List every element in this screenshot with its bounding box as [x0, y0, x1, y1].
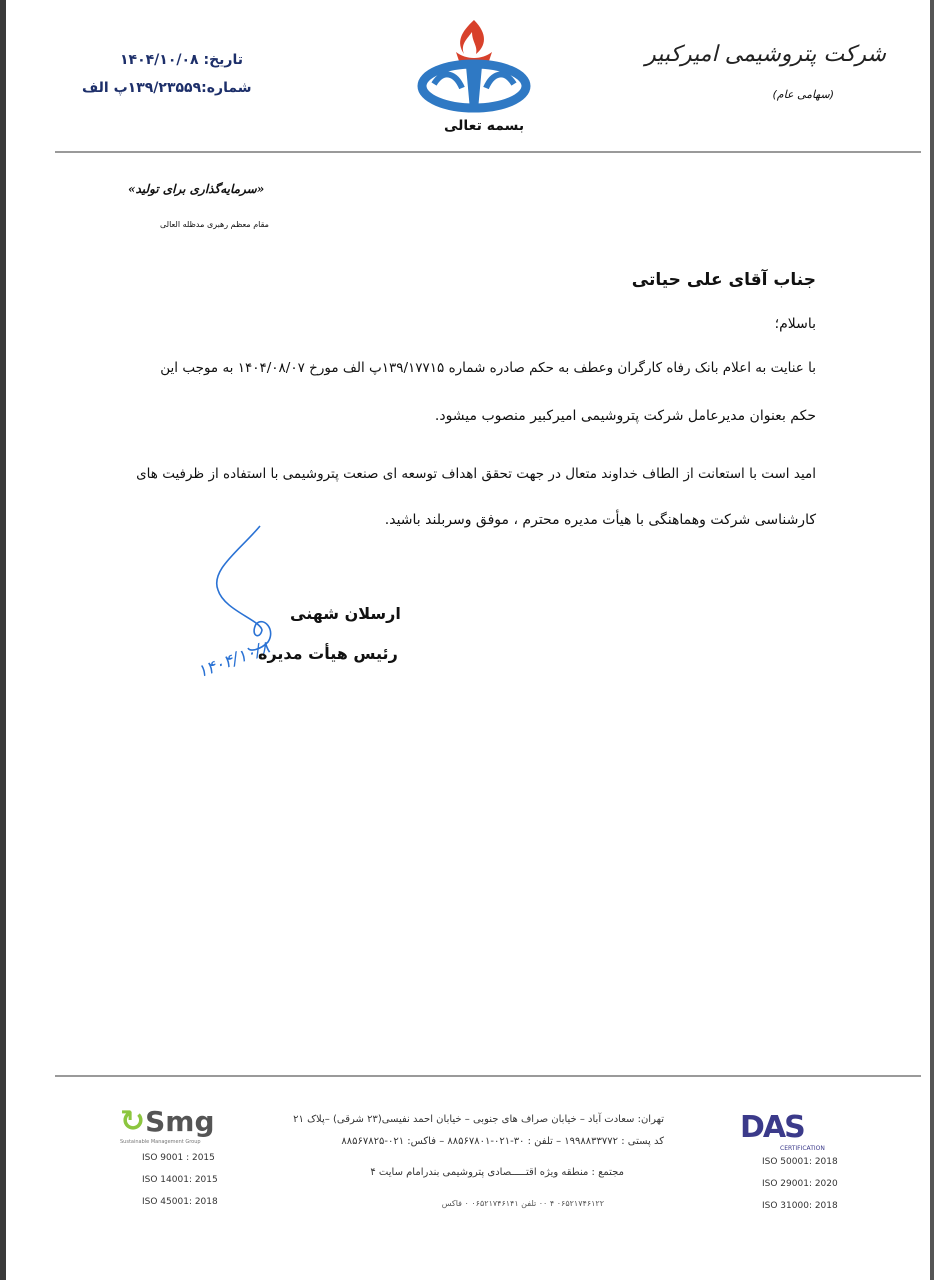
- iso-right-1: ISO 50001: 2018: [762, 1157, 838, 1167]
- company-type: (سهامی عام): [772, 88, 834, 101]
- paragraph1-line1: با عنایت به اعلام بانک رفاه کارگران وعطف به حکم صادره شماره ۱۳۹/۱۷۷۱۵پ الف مورخ ۱۴۰۴/۰۸/۰۷ به موجب این: [160, 360, 816, 376]
- paragraph1-line2: حکم بعنوان مدیرعامل شرکت پتروشیمی امیرکبیر منصوب میشود.: [434, 408, 816, 424]
- letter-number: [82, 80, 252, 96]
- iso-right-2: ISO 29001: 2020: [762, 1179, 838, 1189]
- smg-swirl-icon: ↻: [120, 1104, 146, 1139]
- smg-logo-subtitle: Sustainable Management Group: [120, 1139, 201, 1145]
- company-logo-icon: [416, 18, 532, 113]
- date-value: ۱۴۰۴/۱۰/۰۸: [120, 52, 199, 68]
- das-logo: [740, 1110, 825, 1152]
- iso-left-2: ISO 14001: 2015: [142, 1175, 218, 1185]
- smg-logo: [120, 1104, 215, 1145]
- scan-edge-right: [930, 0, 934, 1280]
- bismillah: بسمه تعالی: [444, 118, 525, 134]
- address-line2: کد پستی : ۱۹۹۸۸۳۳۷۷۲ – تلفن : ۳۰-۰۲۱-۸۸۵۶۷۸۰۱ – فاکس: ۰۲۱-۸۸۵۶۷۸۲۵: [341, 1136, 664, 1147]
- iso-left-1: ISO 9001 : 2015: [142, 1153, 215, 1163]
- date-label: تاریخ:: [203, 52, 243, 68]
- paragraph2-line1: امید است با استعانت از الطاف خداوند متعال در جهت تحقق اهداف توسعه ای صنعت پتروشیمی با استفاده از ظرفیت های: [136, 466, 816, 482]
- address-line1: تهران: سعادت آباد – خیابان صراف های جنوبی – خیابان احمد نفیسی(۲۳ شرقی) –پلاک ۲۱: [293, 1114, 664, 1125]
- paragraph2-line2: کارشناسی شرکت وهماهنگی با هیأت مدیره محترم ، موفق وسربلند باشید.: [384, 512, 816, 528]
- motto-text: «سرمایه‌گذاری برای تولید»: [128, 182, 265, 196]
- das-logo-text: DAS: [740, 1110, 804, 1145]
- number-value: ۱۳۹/۲۳۵۵۹پ الف: [82, 80, 202, 96]
- letter-date: [120, 52, 243, 68]
- complex-address: مجتمع : منطقه ویژه اقتـــــصادی پتروشیمی بندرامام سایت ۴: [370, 1167, 624, 1178]
- handwritten-date: ۱۴۰۴/۱۰/۸: [194, 637, 273, 683]
- footer-divider: [55, 1075, 921, 1077]
- scan-edge-left: [0, 0, 6, 1280]
- iso-left-3: ISO 45001: 2018: [142, 1197, 218, 1207]
- greeting: باسلام؛: [774, 316, 816, 332]
- recipient: جناب آقای علی حیاتی: [631, 270, 816, 290]
- smg-logo-text: Smg: [145, 1105, 215, 1138]
- company-name: شرکت پتروشیمی امیرکبیر: [645, 42, 886, 67]
- signatory-name: ارسلان شهنی: [290, 604, 401, 623]
- motto-attribution: مقام معظم رهبری مدظله العالی: [160, 220, 269, 229]
- iso-right-3: ISO 31000: 2018: [762, 1201, 838, 1211]
- das-logo-subtitle: CERTIFICATION: [780, 1145, 825, 1152]
- number-label: شماره:: [201, 80, 252, 96]
- header-divider: [55, 151, 921, 153]
- complex-phone: ۰۶۵۲۱۷۴۶۱۲۲ ۴ ۰۰ تلفن ۰۶۵۲۱۷۴۶۱۴۱ ۰ فاکس: [441, 1199, 604, 1208]
- signatory-title: رئیس هیأت مدیره: [258, 644, 398, 663]
